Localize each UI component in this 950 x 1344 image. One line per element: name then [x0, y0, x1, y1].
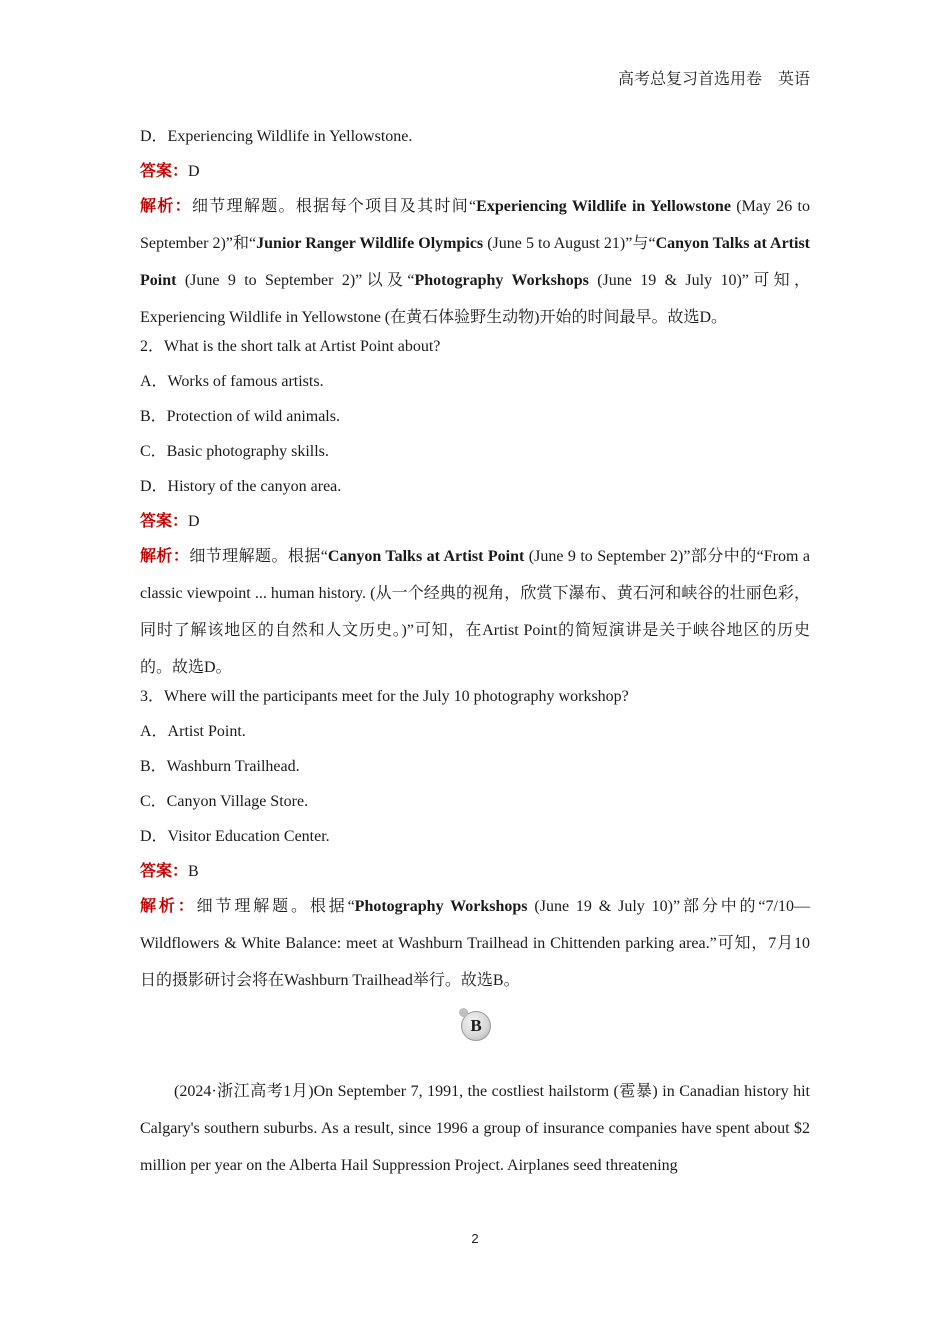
analysis-text: 细节理解题。根据“ [196, 898, 355, 915]
q3-option-d: D．Visitor Education Center. [140, 828, 330, 845]
analysis-bold: Photography Workshops [414, 272, 589, 289]
q3-option-c: C．Canyon Village Store. [140, 793, 309, 810]
analysis-text: (May 26 to September 2)”和“ [140, 198, 810, 252]
analysis-bold: Canyon Talks at Artist Point [140, 235, 811, 289]
analysis-text: (June 19 & July 10)”可知，Experiencing Wildlife in Yellowstone (在黄石体验野生动物)开始的时间最早。故选D。 [140, 272, 810, 326]
answer-label: 答案： [140, 163, 189, 180]
q2-option-a: A．Works of famous artists. [140, 373, 324, 390]
analysis-label: 解析： [140, 198, 192, 215]
analysis-text: (June 19 & July 10)”部分中的“7/10—Wildflowers & White Balance: meet at Washburn Trailhead in Chittenden parking area.”可知，7月10日的摄影研讨会将在Washburn Trailhead举行。故选B。 [140, 898, 810, 989]
q3-option-a: A．Artist Point. [140, 723, 246, 740]
q3-analysis [140, 888, 810, 999]
section-b-label: B [470, 1016, 482, 1035]
answer-value: D [188, 163, 200, 180]
analysis-text: (June 9 to September 2)”部分中的“From a classic viewpoint ... human history. (从一个经典的视角，欣赏下瀑布、黄石河和峡谷的壮丽色彩，同时了解该地区的自然和人文历史。)”可知，在Artist Point的简短演讲是关于峡谷地区的历史的。故选D。 [140, 548, 810, 676]
q2-analysis [140, 538, 810, 686]
analysis-label: 解析： [140, 548, 190, 565]
answer-label: 答案： [140, 513, 189, 530]
q1-analysis [140, 188, 810, 336]
q2-option-c: C．Basic photography skills. [140, 443, 329, 460]
q2-question: 2．What is the short talk at Artist Point about? [140, 338, 441, 355]
analysis-bold: Canyon Talks at Artist Point [327, 548, 525, 565]
analysis-text: 细节理解题。根据每个项目及其时间“ [191, 198, 477, 215]
analysis-text: 细节理解题。根据“ [189, 548, 328, 565]
analysis-text: (June 9 to September 2)”以及“ [176, 272, 415, 289]
passage-b-text: (2024·浙江高考1月)On September 7, 1991, the costliest hailstorm (雹暴) in Canadian history hit Calgary's southern suburbs. As a result, since 1996 a group of insurance companies have spent about $2 million per year on the Alberta Hail Suppression Project. Airplanes seed threatening [140, 1083, 810, 1174]
analysis-label: 解析： [140, 898, 197, 915]
q1-option-d: D．Experiencing Wildlife in Yellowstone. [140, 128, 413, 145]
answer-value: D [188, 513, 200, 530]
q3-question: 3．Where will the participants meet for the July 10 photography workshop? [140, 688, 629, 705]
q3-option-b: B．Washburn Trailhead. [140, 758, 300, 775]
q2-option-d: D．History of the canyon area. [140, 478, 342, 495]
q2-option-b: B．Protection of wild animals. [140, 408, 340, 425]
section-b-badge [461, 1011, 491, 1041]
analysis-bold: Photography Workshops [354, 898, 528, 915]
analysis-bold: Experiencing Wildlife in Yellowstone [476, 198, 731, 215]
analysis-text: (June 5 to August 21)”与“ [483, 235, 656, 252]
analysis-bold: Junior Ranger Wildlife Olympics [256, 235, 484, 252]
page-content [140, 124, 810, 1184]
badge-dot-icon [459, 1008, 468, 1017]
answer-label: 答案： [140, 863, 189, 880]
page-number: 2 [471, 1231, 479, 1246]
page-header: 高考总复习首选用卷 英语 [617, 71, 810, 88]
answer-value: B [188, 863, 199, 880]
section-b-marker [140, 999, 810, 1073]
